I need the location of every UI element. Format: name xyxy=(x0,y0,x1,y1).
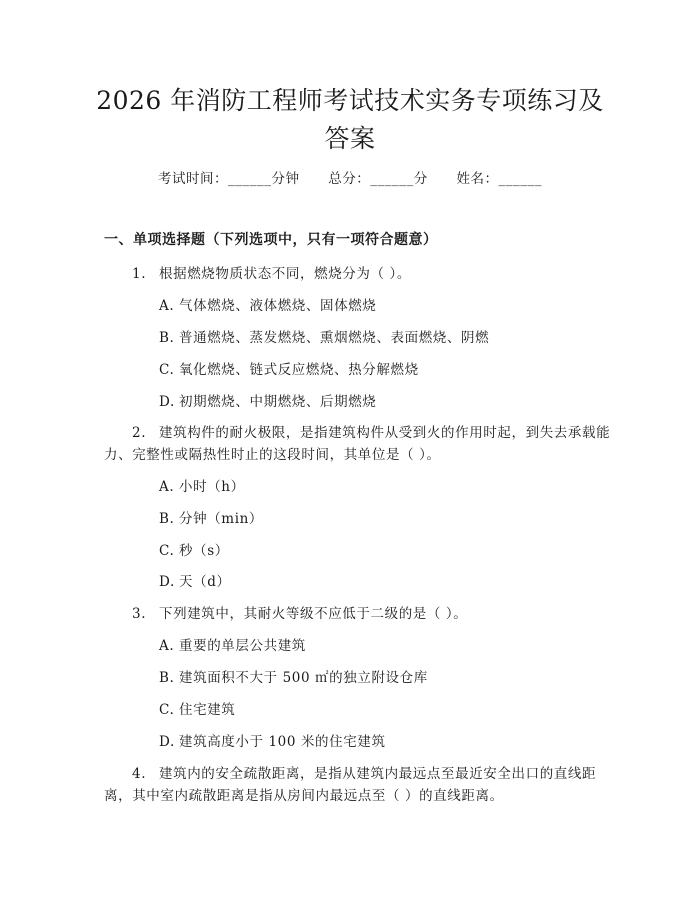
title-line-1: 2026 年消防工程师考试技术实务专项练习及 xyxy=(96,86,604,115)
option-1b xyxy=(159,326,489,346)
option-text: 住宅建筑 xyxy=(179,702,236,718)
question-4-continuation: 离，其中室内疏散距离是指从房间内最远点至（ ）的直线距离。 xyxy=(104,788,504,804)
option-label: B. xyxy=(159,670,175,686)
option-text: 建筑面积不大于 500 ㎡的独立附设仓库 xyxy=(179,670,428,686)
option-text: 普通燃烧、蒸发燃烧、熏烟燃烧、表面燃烧、阴燃 xyxy=(179,330,490,346)
option-text: 天（d） xyxy=(179,574,231,590)
option-2c xyxy=(159,539,229,559)
question-3 xyxy=(132,602,467,622)
option-label: C. xyxy=(159,543,175,559)
question-text: 下列建筑中，其耐火等级不应低于二级的是（ ）。 xyxy=(159,606,468,622)
exam-meta xyxy=(0,167,700,187)
option-3c xyxy=(159,698,235,718)
total-score: 总分：______分 xyxy=(328,171,428,187)
option-label: A. xyxy=(159,479,175,495)
option-label: C. xyxy=(159,362,175,378)
option-3a xyxy=(159,634,306,654)
question-4 xyxy=(132,762,596,782)
option-label: B. xyxy=(159,330,175,346)
option-label: B. xyxy=(159,511,175,527)
question-text: 建筑内的安全疏散距离，是指从建筑内最远点至最近安全出口的直线距 xyxy=(159,766,597,782)
question-1 xyxy=(132,262,411,282)
question-number: 3. xyxy=(132,606,147,622)
option-text: 气体燃烧、液体燃烧、固体燃烧 xyxy=(179,298,377,314)
option-2b xyxy=(159,507,263,527)
option-label: D. xyxy=(159,734,175,750)
question-text: 建筑构件的耐火极限，是指建筑构件从受到火的作用时起，到失去承载能 xyxy=(159,425,611,441)
option-text: 分钟（min） xyxy=(179,511,264,527)
question-2 xyxy=(132,421,610,441)
option-label: A. xyxy=(159,298,175,314)
section-heading: 一、单项选择题（下列选项中，只有一项符合题意） xyxy=(104,232,438,248)
option-text: 氧化燃烧、链式反应燃烧、热分解燃烧 xyxy=(179,362,419,378)
option-text: 建筑高度小于 100 米的住宅建筑 xyxy=(179,734,386,750)
option-1c xyxy=(159,358,419,378)
title-line-2: 答案 xyxy=(324,124,376,153)
option-label: D. xyxy=(159,574,175,590)
candidate-name: 姓名：______ xyxy=(456,171,543,187)
option-3b xyxy=(159,666,428,686)
exam-time: 考试时间：______分钟 xyxy=(157,171,300,187)
option-label: D. xyxy=(159,394,175,410)
question-number: 1. xyxy=(132,266,147,282)
document-title xyxy=(90,82,610,158)
option-label: C. xyxy=(159,702,175,718)
option-text: 重要的单层公共建筑 xyxy=(179,638,306,654)
option-3d xyxy=(159,730,386,750)
question-number: 2. xyxy=(132,425,147,441)
question-2-continuation: 力、完整性或隔热性时止的这段时间，其单位是（ ）。 xyxy=(104,447,441,463)
option-text: 秒（s） xyxy=(179,543,229,559)
option-1d xyxy=(159,390,376,410)
option-1a xyxy=(159,294,376,314)
option-2d xyxy=(159,570,231,590)
option-text: 初期燃烧、中期燃烧、后期燃烧 xyxy=(179,394,377,410)
option-2a xyxy=(159,475,245,495)
option-text: 小时（h） xyxy=(179,479,245,495)
question-number: 4. xyxy=(132,766,147,782)
option-label: A. xyxy=(159,638,175,654)
question-text: 根据燃烧物质状态不同，燃烧分为（ ）。 xyxy=(159,266,411,282)
